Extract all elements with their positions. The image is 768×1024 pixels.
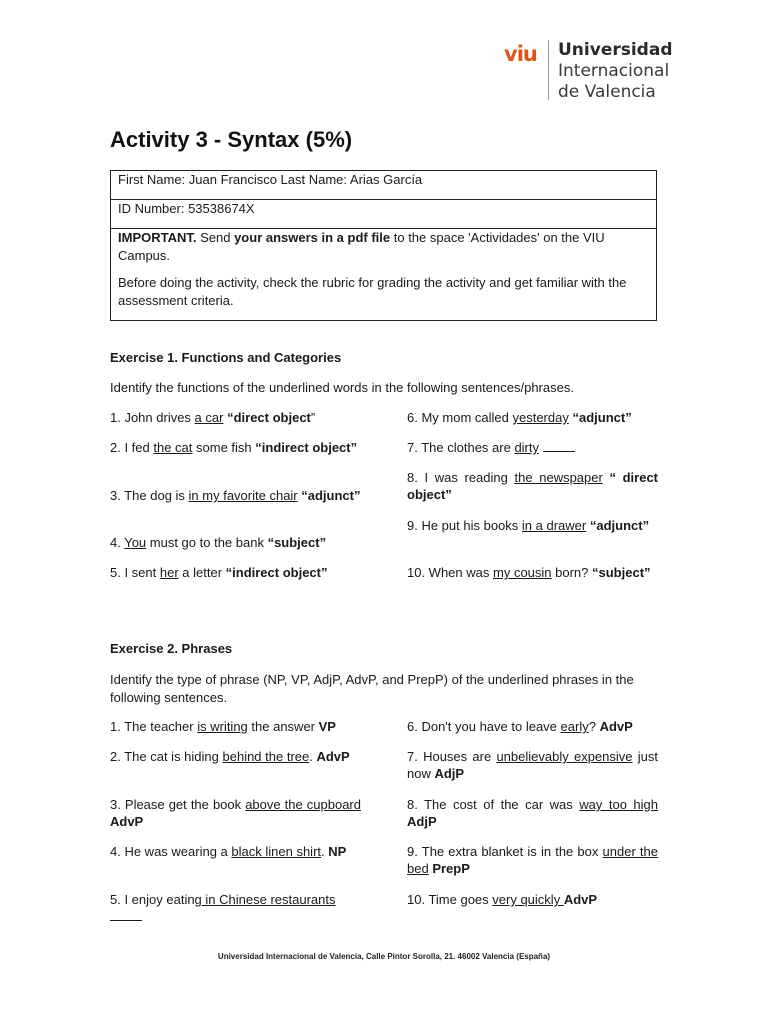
ex1-item-2: 2. I fed the cat some fish “indirect object” (110, 440, 358, 455)
ex2-item-8: 8. The cost of the car was way too high AdjP (407, 797, 658, 829)
instructions-row (111, 229, 656, 320)
ex2-item-5: 5. I enjoy eating in Chinese restaurants (110, 891, 361, 925)
ex1-item-7: 7. The clothes are dirty (407, 439, 658, 456)
important-note: IMPORTANT. Send your answers in a pdf file to the space 'Actividades' on the VIU Campus. (118, 230, 605, 263)
answer-blank (543, 440, 575, 452)
exercise-1-title: Exercise 1. Functions and Categories (110, 350, 342, 365)
ex2-item-9: 9. The extra blanket is in the box under the bed PrepP (407, 844, 658, 876)
logo-line-2: Internacional (558, 61, 670, 81)
exercise-2-title: Exercise 2. Phrases (110, 641, 233, 656)
ex2-item-1: 1. The teacher is writing the answer VP (110, 719, 336, 734)
answer-blank (110, 909, 142, 921)
ex1-item-6: 6. My mom called yesterday “adjunct” (407, 410, 632, 425)
student-info-box (110, 170, 657, 321)
name-row: First Name: Juan Francisco Last Name: Arias García (111, 171, 656, 200)
viu-logo-mark: viu (504, 42, 537, 66)
ex2-item-3: 3. Please get the book above the cupboard AdvP (110, 797, 361, 829)
logo-divider (548, 40, 549, 100)
ex2-item-2: 2. The cat is hiding behind the tree. AdvP (110, 749, 350, 764)
page-title: Activity 3 - Syntax (5%) (110, 127, 353, 152)
ex2-item-6: 6. Don't you have to leave early? AdvP (407, 719, 633, 734)
ex2-item-10: 10. Time goes very quickly AdvP (407, 892, 598, 907)
ex2-item-7: 7. Houses are unbelievably expensive just now AdjP (407, 749, 658, 781)
ex1-item-5: 5. I sent her a letter “indirect object” (110, 565, 328, 580)
ex1-item-3: 3. The dog is in my favorite chair “adjunct” (110, 488, 361, 503)
id-row: ID Number: 53538674X (111, 200, 656, 229)
ex1-item-10: 10. When was my cousin born? “subject” (407, 565, 651, 580)
logo-line-1: Universidad (558, 40, 673, 60)
logo-wordmark (558, 40, 672, 103)
rubric-note: Before doing the activity, check the rubric for grading the activity and get familiar with the assessment criteria. (118, 275, 627, 308)
ex2-item-4: 4. He was wearing a black linen shirt. NP (110, 844, 347, 859)
exercise-2-instruction: Identify the type of phrase (NP, VP, AdjP, AdvP, and PrepP) of the underlined phrases in the following sentences. (110, 672, 634, 705)
ex1-item-4: 4. You must go to the bank “subject” (110, 535, 327, 550)
exercise-1-instruction: Identify the functions of the underlined words in the following sentences/phrases. (110, 380, 574, 395)
ex1-item-8: 8. I was reading the newspaper “ direct object” (407, 470, 659, 502)
logo-line-3: de Valencia (558, 82, 656, 102)
ex1-item-1: 1. John drives a car “direct object” (110, 410, 316, 425)
ex1-item-9: 9. He put his books in a drawer “adjunct” (407, 518, 650, 533)
page-footer: Universidad Internacional de Valencia, Calle Pintor Sorolla, 21. 46002 Valencia (España) (217, 952, 551, 961)
